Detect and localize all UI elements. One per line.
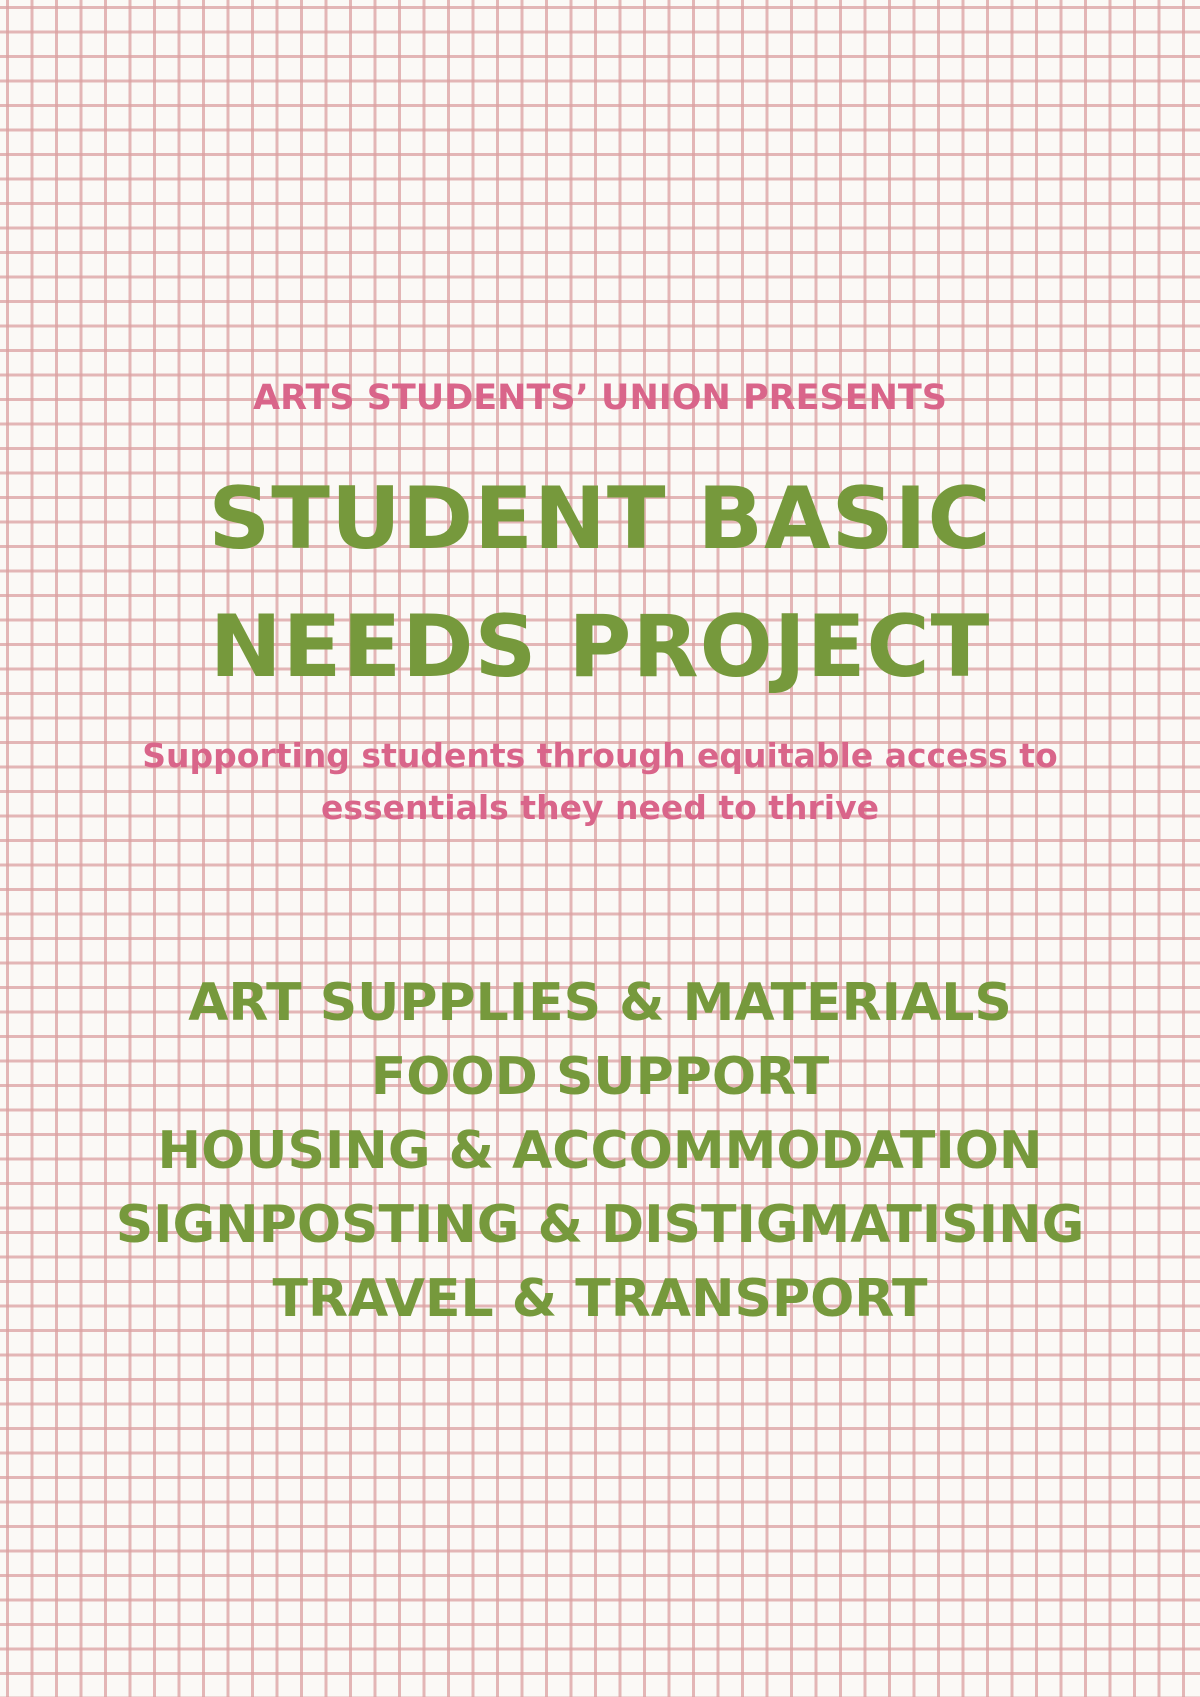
service-item-art-supplies: ART SUPPLIES & MATERIALS bbox=[188, 973, 1012, 1033]
title-line-1: STUDENT BASIC bbox=[208, 469, 992, 569]
service-item-housing: HOUSING & ACCOMMODATION bbox=[157, 1121, 1043, 1181]
poster-title bbox=[0, 455, 1200, 711]
services-list bbox=[0, 966, 1200, 1336]
service-item-travel: TRAVEL & TRANSPORT bbox=[272, 1269, 928, 1329]
tagline-line-2: essentials they need to thrive bbox=[320, 788, 880, 827]
service-item-signposting: SIGNPOSTING & DISTIGMATISING bbox=[115, 1195, 1085, 1255]
service-item-food-support: FOOD SUPPORT bbox=[370, 1047, 830, 1107]
title-line-2: NEEDS PROJECT bbox=[209, 597, 991, 697]
presenter-line: ARTS STUDENTS’ UNION PRESENTS bbox=[252, 378, 948, 418]
tagline-line-1: Supporting students through equitable access to bbox=[142, 736, 1058, 775]
tagline bbox=[60, 730, 1140, 834]
